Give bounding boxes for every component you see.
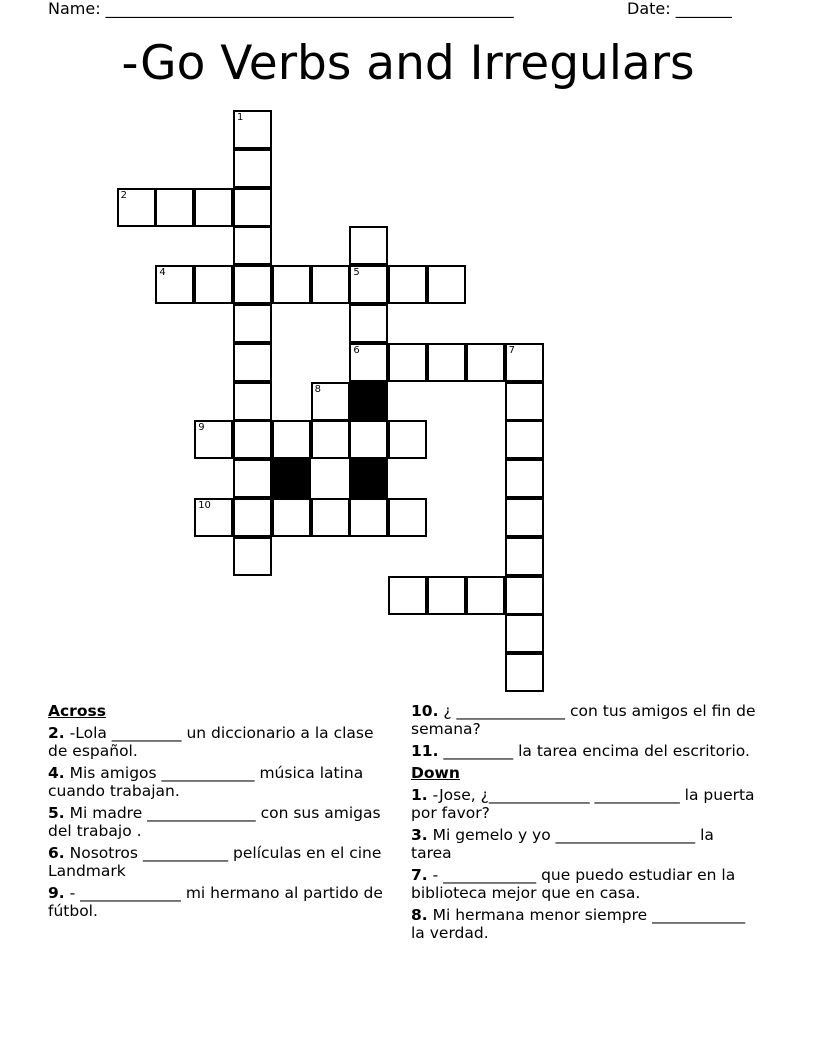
crossword-cell[interactable]	[505, 343, 544, 382]
clue-number: 2	[120, 189, 127, 201]
crossword-cell[interactable]	[233, 149, 272, 188]
crossword-cell[interactable]	[272, 265, 311, 304]
crossword-cell[interactable]	[311, 498, 350, 537]
crossword-cell[interactable]	[233, 382, 272, 421]
clue-number: 6	[353, 344, 360, 356]
crossword-cell[interactable]	[233, 265, 272, 304]
clue-number: 5	[353, 267, 360, 279]
crossword-cell[interactable]	[117, 188, 156, 227]
crossword-cell[interactable]	[233, 537, 272, 576]
crossword-black-cell	[272, 459, 311, 498]
clue-down-3: 3. Mi gemelo y yo __________________ la tarea	[411, 826, 714, 862]
name-field-label: Name: ___________________________________________________	[48, 0, 514, 18]
crossword-cell[interactable]	[505, 382, 544, 421]
clue-across-5: 5. Mi madre ______________ con sus amigas del trabajo .	[48, 804, 381, 840]
crossword-cell[interactable]	[505, 537, 544, 576]
crossword-cell[interactable]	[427, 343, 466, 382]
crossword-cell[interactable]	[505, 420, 544, 459]
crossword-cell[interactable]	[505, 576, 544, 615]
date-field-label: Date: _______	[627, 0, 732, 18]
crossword-cell[interactable]	[349, 343, 388, 382]
crossword-cell[interactable]	[233, 459, 272, 498]
crossword-cell[interactable]	[194, 420, 233, 459]
crossword-cell[interactable]	[233, 304, 272, 343]
crossword-cell[interactable]	[311, 420, 350, 459]
crossword-cell[interactable]	[466, 343, 505, 382]
crossword-cell[interactable]	[388, 420, 427, 459]
clue-across-9: 9. - _____________ mi hermano al partido de fútbol.	[48, 884, 383, 920]
page-title: -Go Verbs and Irregulars	[121, 36, 695, 91]
crossword-cell[interactable]	[194, 265, 233, 304]
crossword-cell[interactable]	[505, 614, 544, 653]
clue-down-1: 1. -Jose, ¿_____________ ___________ la puerta por favor?	[411, 786, 755, 822]
clues-column-left	[48, 702, 390, 924]
crossword-cell[interactable]	[155, 265, 194, 304]
across-heading: Across	[48, 702, 106, 720]
crossword-cell[interactable]	[349, 498, 388, 537]
crossword-cell[interactable]	[505, 653, 544, 692]
clue-number: 4	[159, 267, 166, 279]
crossword-cell[interactable]	[349, 304, 388, 343]
clue-across-2: 2. -Lola _________ un diccionario a la clase de español.	[48, 724, 374, 760]
clue-across-11: 11. _________ la tarea encima del escritorio.	[411, 742, 750, 760]
crossword-cell[interactable]	[233, 188, 272, 227]
clue-number: 1	[237, 112, 244, 123]
clues-column-right	[411, 702, 756, 946]
crossword-cell[interactable]	[194, 188, 233, 227]
clue-across-10: 10. ¿ ______________ con tus amigos el fin de semana?	[411, 702, 756, 738]
crossword-cell[interactable]	[233, 226, 272, 265]
crossword-cell[interactable]	[233, 420, 272, 459]
crossword-cell[interactable]	[349, 226, 388, 265]
crossword-cell[interactable]	[311, 382, 350, 421]
crossword-cell[interactable]	[505, 459, 544, 498]
crossword-cell[interactable]	[272, 498, 311, 537]
crossword-cell[interactable]	[155, 188, 194, 227]
crossword-cell[interactable]	[311, 265, 350, 304]
clue-across-6: 6. Nosotros ___________ películas en el cine Landmark	[48, 844, 382, 880]
clue-number: 8	[314, 383, 321, 395]
crossword-cell[interactable]	[427, 265, 466, 304]
crossword-cell[interactable]	[233, 110, 272, 149]
crossword-black-cell	[349, 459, 388, 498]
crossword-cell[interactable]	[272, 420, 311, 459]
crossword-cell[interactable]	[388, 498, 427, 537]
crossword-cell[interactable]	[388, 576, 427, 615]
down-heading: Down	[411, 764, 460, 782]
crossword-cell[interactable]	[194, 498, 233, 537]
crossword-cell[interactable]	[388, 265, 427, 304]
clue-down-8: 8. Mi hermana menor siempre ____________ la verdad.	[411, 906, 746, 942]
clue-across-4: 4. Mis amigos ____________ música latina cuando trabajan.	[48, 764, 364, 800]
crossword-cell[interactable]	[466, 576, 505, 615]
crossword-cell[interactable]	[349, 265, 388, 304]
crossword-cell[interactable]	[233, 498, 272, 537]
clue-number: 10	[198, 500, 211, 511]
crossword-cell[interactable]	[388, 343, 427, 382]
clue-number: 7	[508, 344, 515, 356]
crossword-cell[interactable]	[505, 498, 544, 537]
crossword-cell[interactable]	[233, 343, 272, 382]
crossword-black-cell	[349, 382, 388, 421]
clue-down-7: 7. - ____________ que puedo estudiar en la biblioteca mejor que en casa.	[411, 866, 736, 902]
clue-number: 9	[198, 422, 205, 434]
crossword-cell[interactable]	[349, 420, 388, 459]
crossword-cell[interactable]	[427, 576, 466, 615]
